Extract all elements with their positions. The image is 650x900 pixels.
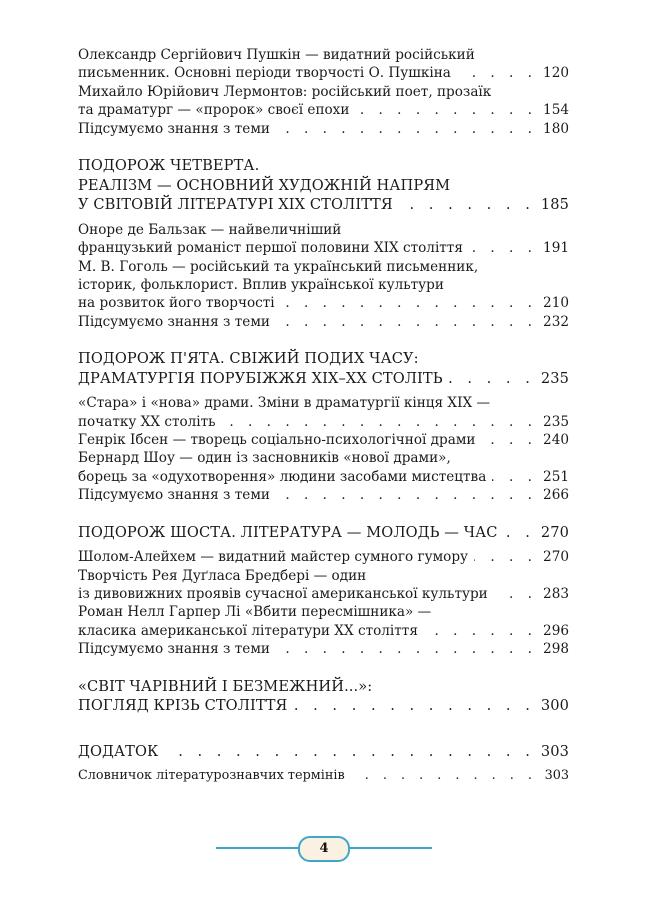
toc-line <box>78 83 569 101</box>
toc-line <box>78 276 569 294</box>
dot-leader <box>469 239 537 257</box>
entry-text: Оноре де Бальзак — найвеличніший <box>78 221 342 238</box>
toc-line <box>78 313 569 331</box>
entry-text: Підсумуємо знання з теми <box>78 313 270 330</box>
toc-line <box>78 349 569 369</box>
entry-text: Підсумуємо знання з теми <box>78 120 270 137</box>
toc-line <box>78 101 569 119</box>
page-footer <box>216 836 432 860</box>
page-number: 300 <box>540 697 569 715</box>
dot-leader <box>276 486 537 504</box>
toc-line <box>78 548 569 566</box>
page-number: 235 <box>540 369 569 387</box>
toc-line <box>78 369 569 389</box>
toc-line <box>78 64 569 82</box>
dot-leader <box>222 413 537 431</box>
entry-text: класика американської літератури ХХ століття <box>78 622 418 639</box>
page-number: 251 <box>543 468 569 485</box>
toc-entry[interactable] <box>78 313 569 331</box>
entry-text: Підсумуємо знання з теми <box>78 487 270 504</box>
toc-entry[interactable] <box>78 83 569 120</box>
toc-entry[interactable] <box>78 394 569 431</box>
entry-text: борець за «одухотворення» людини засобами мистецтва <box>78 468 487 485</box>
page-number: 296 <box>543 622 569 639</box>
toc-section-s4 <box>78 156 569 331</box>
dot-leader <box>399 195 535 215</box>
page-number: 270 <box>540 523 569 541</box>
toc-entry[interactable] <box>78 548 569 566</box>
dot-leader <box>482 431 538 449</box>
page-number: 270 <box>543 549 569 566</box>
page-number: 191 <box>543 240 569 257</box>
dot-leader <box>276 313 537 331</box>
toc-line <box>78 622 569 640</box>
dot-leader <box>494 585 537 603</box>
entry-text: на розвиток його творчості <box>78 295 275 312</box>
toc-section-s7 <box>78 677 569 716</box>
dot-leader <box>276 120 537 138</box>
toc-entry[interactable] <box>78 120 569 138</box>
toc-line <box>78 431 569 449</box>
toc-line <box>78 585 569 603</box>
page-number: 266 <box>543 487 569 504</box>
table-of-contents <box>78 46 569 804</box>
page-number: 298 <box>543 641 569 658</box>
page-number: 240 <box>543 432 569 449</box>
toc-line <box>78 394 569 412</box>
toc-line <box>78 640 569 658</box>
toc-line <box>78 120 569 138</box>
entry-text: Творчість Рея Дуґласа Бредбері — один <box>78 567 367 584</box>
heading-text: ПОДОРОЖ ЧЕТВЕРТА. <box>78 156 260 174</box>
dot-leader <box>504 523 535 543</box>
dot-leader <box>351 767 537 785</box>
entry-text: Підсумуємо знання з теми <box>78 641 270 658</box>
dot-leader <box>355 101 537 119</box>
toc-entry[interactable] <box>78 431 569 449</box>
entry-text: французький романіст першої половини ХІХ століття <box>78 240 463 257</box>
toc-line <box>78 176 569 196</box>
page-number: 303 <box>540 742 569 760</box>
toc-line <box>78 156 569 176</box>
toc-entry[interactable] <box>78 449 569 486</box>
page-number: 232 <box>543 313 569 330</box>
toc-line <box>78 294 569 312</box>
toc-section-heading[interactable] <box>78 523 569 543</box>
toc-section-heading[interactable] <box>78 742 569 762</box>
entry-text: Генрік Ібсен — творець соціально-психологічної драми <box>78 432 476 449</box>
dot-leader <box>492 468 537 486</box>
dot-leader <box>164 742 534 762</box>
dot-leader <box>276 640 537 658</box>
toc-section-appendix <box>78 742 569 786</box>
toc-entry[interactable] <box>78 46 569 83</box>
dot-leader <box>474 548 537 566</box>
heading-text: РЕАЛІЗМ — ОСНОВНИЙ ХУДОЖНІЙ НАПРЯМ <box>78 176 451 194</box>
toc-line <box>78 486 569 504</box>
page-number: 235 <box>543 413 569 430</box>
entry-text: Словничок літературознавчих термінів <box>78 768 345 784</box>
toc-line <box>78 603 569 621</box>
entry-text: Роман Нелл Гарпер Лі «Вбити пересмішника» — <box>78 604 432 621</box>
toc-line <box>78 449 569 467</box>
page-number: 180 <box>543 120 569 137</box>
dot-leader <box>449 369 535 389</box>
toc-line <box>78 567 569 585</box>
toc-entry[interactable] <box>78 603 569 640</box>
toc-section-s3-tail <box>78 46 569 138</box>
toc-section-s6 <box>78 523 569 659</box>
toc-line <box>78 413 569 431</box>
heading-text: ПОГЛЯД КРІЗЬ СТОЛІТТЯ <box>78 697 288 715</box>
toc-line <box>78 468 569 486</box>
entry-text: М. В. Гоголь — російський та український письменник, <box>78 258 479 275</box>
toc-section-heading[interactable] <box>78 156 569 215</box>
entry-text: початку ХХ століть <box>78 413 216 430</box>
toc-line <box>78 523 569 543</box>
entry-text: та драматург — «пророк» своєї епохи <box>78 102 350 119</box>
heading-text: ДОДАТОК <box>78 742 159 760</box>
page-number: 210 <box>543 295 569 312</box>
toc-line <box>78 677 569 697</box>
toc-line <box>78 46 569 64</box>
toc-line <box>78 767 569 785</box>
entry-text: Олександр Сергійович Пушкін — видатний російський <box>78 47 475 63</box>
entry-text: Михайло Юрійович Лермонтов: російський поет, прозаїк <box>78 83 492 100</box>
entry-text: Бернард Шоу — один із засновників «нової драми», <box>78 450 451 467</box>
toc-entry[interactable] <box>78 258 569 313</box>
heading-text: ПОДОРОЖ ШОСТА. ЛІТЕРАТУРА — МОЛОДЬ — ЧАС <box>78 523 498 541</box>
toc-entry[interactable] <box>78 767 569 785</box>
page-number: 154 <box>543 102 569 119</box>
page-number: 185 <box>540 196 569 214</box>
dot-leader <box>457 64 537 82</box>
dot-leader <box>281 294 537 312</box>
toc-line <box>78 221 569 239</box>
toc-section-heading[interactable] <box>78 677 569 716</box>
page-number: 120 <box>543 65 569 82</box>
heading-text: ДРАМАТУРГІЯ ПОРУБІЖЖЯ ХІХ–ХХ СТОЛІТЬ <box>78 369 443 387</box>
entry-text: письменник. Основні періоди творчості О. Пушкіна <box>78 65 451 82</box>
toc-entry[interactable] <box>78 567 569 604</box>
page-number-badge: 4 <box>298 836 350 862</box>
toc-line <box>78 258 569 276</box>
dot-leader <box>293 696 534 716</box>
toc-line <box>78 239 569 257</box>
toc-entry[interactable] <box>78 640 569 658</box>
heading-text: ПОДОРОЖ П'ЯТА. СВІЖИЙ ПОДИХ ЧАСУ: <box>78 350 419 368</box>
entry-text: Шолом-Алейхем — видатний майстер сумного гумору <box>78 549 469 566</box>
dot-leader <box>424 622 537 640</box>
toc-section-heading[interactable] <box>78 349 569 388</box>
toc-entry[interactable] <box>78 486 569 504</box>
entry-text: із дивовижних проявів сучасної американської культури <box>78 585 488 602</box>
toc-line <box>78 195 569 215</box>
heading-text: «СВІТ ЧАРІВНИЙ І БЕЗМЕЖНИЙ...»: <box>78 677 373 695</box>
toc-entry[interactable] <box>78 221 569 258</box>
entry-text: історик, фольклорист. Вплив української культури <box>78 276 444 293</box>
entry-text: «Стара» і «нова» драми. Зміни в драматургії кінця ХІХ — <box>78 395 491 412</box>
toc-line <box>78 742 569 762</box>
toc-line <box>78 696 569 716</box>
page-number: 303 <box>544 768 569 784</box>
heading-text: У СВІТОВІЙ ЛІТЕРАТУРІ ХІХ СТОЛІТТЯ <box>78 196 393 214</box>
toc-section-s5 <box>78 349 569 505</box>
page-number: 283 <box>543 585 569 602</box>
